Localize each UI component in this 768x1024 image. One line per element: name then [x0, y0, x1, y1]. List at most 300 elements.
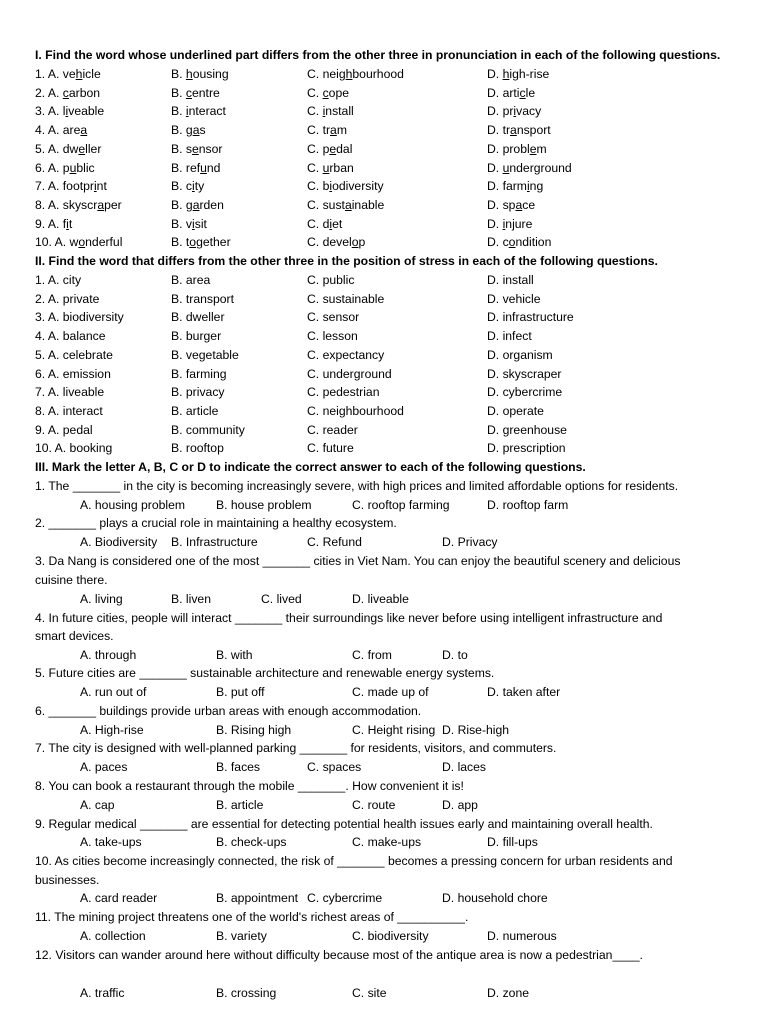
option-word: C. sensor — [307, 310, 360, 325]
word-part: B. — [171, 67, 186, 81]
section2-question-row — [0, 271, 768, 289]
section1-question-row — [0, 215, 768, 233]
option-word: D. vehicle — [487, 291, 541, 306]
word-part: rden — [199, 197, 224, 212]
word-part: m — [336, 123, 347, 138]
word-part: p — [358, 235, 366, 250]
answer-option: B. appointment — [216, 891, 298, 905]
question-q10-continued — [0, 871, 768, 889]
word-part: ty — [194, 179, 205, 194]
option-word — [171, 65, 229, 83]
answer-option: A. High-rise — [80, 723, 144, 737]
question-text: 4. In future cities, people will interact _______ their surroundings like never before using intelligent infrastructure and — [35, 611, 663, 625]
question-text: 11. The mining project threatens one of the world's richest areas of __________. — [35, 910, 469, 924]
option-word: 8. A. interact — [35, 403, 103, 418]
word-part: ng — [529, 179, 544, 194]
underlined-part: o — [78, 235, 86, 250]
option-word: 9. A. pedal — [35, 422, 93, 437]
word-part: B. t — [171, 235, 190, 250]
word-part: le — [525, 85, 536, 100]
option-word: B. area — [171, 273, 211, 287]
underlined-part: u — [200, 160, 207, 175]
answer-option: D. Rise-high — [442, 723, 510, 737]
word-part: C. tr — [307, 123, 331, 138]
option-word: C. expectancy — [307, 347, 385, 362]
option-word: 4. A. balance — [35, 329, 106, 344]
underlined-part: c — [185, 85, 192, 100]
section1-question-row — [0, 140, 768, 158]
option-word: D. organism — [487, 347, 553, 362]
question-q4 — [0, 609, 768, 627]
option-word — [487, 233, 551, 251]
answer-option: A. Biodiversity — [80, 535, 158, 549]
word-part: 9. A. f — [35, 216, 67, 231]
question-text: 5. Future cities are _______ sustainable architecture and renewable energy systems. — [35, 666, 495, 680]
answer-option: A. paces — [80, 760, 128, 774]
question-q5-options — [0, 683, 768, 701]
answer-option: C. spaces — [307, 760, 362, 774]
answer-option: A. living — [80, 592, 123, 606]
option-word — [35, 102, 104, 120]
answer-option: D. numerous — [487, 929, 557, 943]
underlined-part: i — [192, 216, 195, 231]
option-word — [171, 159, 220, 177]
word-part: 7. A. footpr — [35, 179, 94, 194]
word-part: B. s — [171, 141, 192, 156]
question-text: 7. The city is designed with well-planned parking _______ for residents, visitors, and commuters. — [35, 741, 557, 755]
question-q5 — [0, 664, 768, 682]
underlined-part: i — [502, 216, 506, 231]
underlined-part: c — [322, 85, 329, 100]
option-word: B. rooftop — [171, 441, 224, 456]
word-part: 5. A. dw — [35, 141, 79, 156]
option-word — [35, 215, 72, 233]
question-q11-options — [0, 927, 768, 945]
option-word — [487, 84, 535, 102]
option-word — [307, 65, 404, 83]
option-word: D. cybercrime — [487, 385, 563, 400]
word-part: vacy — [516, 104, 542, 119]
option-word — [487, 159, 572, 177]
option-word: 3. A. biodiversity — [35, 310, 124, 325]
word-part: D. sp — [487, 197, 516, 212]
word-part: D. pr — [487, 104, 514, 119]
answer-option: B. put off — [216, 685, 265, 699]
word-part: m — [536, 141, 547, 156]
underlined-part: o — [351, 235, 359, 250]
word-part: C. — [307, 85, 323, 100]
underlined-part: h — [345, 67, 353, 81]
section2-question-row — [0, 439, 768, 457]
answer-option: A. housing problem — [80, 498, 186, 512]
question-text: 12. Visitors can wander around here without difficulty because most of the antique area is now a pedestrian____. — [35, 948, 643, 962]
word-part: C. devel — [307, 235, 352, 250]
word-part: ller — [85, 141, 102, 156]
underlined-part: i — [322, 104, 326, 119]
question-q10 — [0, 852, 768, 870]
word-part: ndition — [515, 235, 552, 250]
option-word — [35, 196, 122, 214]
word-part: arbon — [68, 85, 101, 100]
option-word: B. transport — [171, 291, 234, 306]
word-part: D. farm — [487, 179, 527, 194]
option-word — [307, 121, 347, 139]
answer-option: D. household chore — [442, 891, 548, 905]
option-word: B. article — [171, 403, 219, 418]
word-part: D. — [487, 216, 503, 231]
section2-question-row — [0, 365, 768, 383]
option-word — [307, 177, 384, 195]
word-part: D. tr — [487, 123, 511, 138]
word-part: nderground — [509, 160, 572, 175]
option-word — [487, 177, 543, 195]
option-word — [171, 140, 223, 158]
option-word — [35, 233, 122, 251]
underlined-part: a — [515, 197, 523, 212]
question-q4-options — [0, 646, 768, 664]
answer-option: C. rooftop farming — [352, 498, 450, 512]
word-part: 6. A. p — [35, 160, 70, 175]
section1-question-row — [0, 84, 768, 102]
option-word — [307, 140, 352, 158]
option-word — [35, 65, 101, 83]
question-q3-options — [0, 590, 768, 608]
question-q11 — [0, 908, 768, 926]
question-q6 — [0, 702, 768, 720]
option-word: D. infect — [487, 329, 532, 344]
question-q4-continued — [0, 627, 768, 645]
underlined-part: i — [526, 179, 530, 194]
underlined-part: a — [192, 123, 200, 138]
question-q1 — [0, 477, 768, 495]
question-q8 — [0, 777, 768, 795]
answer-option: A. collection — [80, 929, 146, 943]
section3-heading — [0, 458, 768, 476]
word-part: B. g — [171, 197, 193, 212]
underlined-part: u — [322, 160, 330, 175]
section2-question-row — [0, 346, 768, 364]
option-word — [307, 215, 342, 233]
option-word: B. farming — [171, 366, 227, 381]
answer-option: D. zone — [487, 986, 530, 1000]
option-word: D. operate — [487, 403, 544, 418]
underlined-part: e — [529, 141, 537, 156]
option-word — [171, 84, 220, 102]
word-part: nteract — [188, 104, 226, 119]
answer-option: D. rooftop farm — [487, 498, 569, 512]
answer-option: B. article — [216, 798, 264, 812]
underlined-part: h — [75, 67, 83, 81]
word-part: B. — [171, 85, 186, 100]
answer-option: D. to — [442, 648, 468, 662]
underlined-part: i — [93, 179, 97, 194]
question-text: 3. Da Nang is considered one of the most _______ cities in Viet Nam. You can enjoy the beautiful scenery and delicious — [35, 554, 681, 568]
option-word: D. skyscraper — [487, 366, 562, 381]
word-part: rban — [329, 160, 354, 175]
word-part: blic — [76, 160, 95, 175]
answer-option: C. from — [352, 648, 392, 662]
word-part: inable — [351, 197, 385, 212]
option-word: C. underground — [307, 366, 392, 381]
answer-option: B. variety — [216, 929, 267, 943]
option-word — [171, 196, 224, 214]
word-part: nstall — [325, 104, 354, 119]
option-word — [171, 215, 207, 233]
section1-question-row — [0, 102, 768, 120]
answer-option: B. Rising high — [216, 723, 292, 737]
section-heading: II. Find the word that differs from the other three in the position of stress in each of the following questions. — [35, 254, 658, 268]
option-word — [307, 196, 384, 214]
word-part: 10. A. w — [35, 235, 79, 250]
option-word: B. privacy — [171, 385, 225, 400]
underlined-part: i — [65, 104, 69, 119]
section2-question-row — [0, 383, 768, 401]
section2-question-row — [0, 402, 768, 420]
section1-question-row — [0, 65, 768, 83]
word-part: veable — [68, 104, 105, 119]
word-part: B. v — [171, 216, 192, 231]
word-part: C. — [307, 104, 323, 119]
word-part: C. sust — [307, 197, 345, 212]
section1-question-row — [0, 196, 768, 214]
word-part: nsport — [516, 123, 551, 138]
answer-option: D. liveable — [352, 592, 409, 606]
word-part: sit — [194, 216, 207, 231]
word-part: nderful — [85, 235, 123, 250]
section1-question-row — [0, 121, 768, 139]
section2-question-row — [0, 308, 768, 326]
answer-option: C. made up of — [352, 685, 429, 699]
option-word — [487, 215, 532, 233]
underlined-part: e — [192, 141, 199, 156]
answer-option: B. with — [216, 648, 253, 662]
section1-question-row — [0, 159, 768, 177]
underlined-part: i — [329, 179, 333, 194]
option-word — [487, 196, 535, 214]
word-part: C. d — [307, 216, 330, 231]
question-q1-options — [0, 496, 768, 514]
answer-option: C. Refund — [307, 535, 362, 549]
answer-option: B. liven — [171, 592, 211, 606]
word-part: 1. A. ve — [35, 67, 76, 81]
word-part: B. ref — [171, 160, 201, 175]
word-part: ousing — [192, 67, 229, 81]
word-part: icle — [82, 67, 101, 81]
word-part: B. c — [171, 179, 192, 194]
underlined-part: a — [97, 197, 105, 212]
answer-option: C. cybercrime — [307, 891, 383, 905]
option-word — [171, 233, 231, 251]
answer-option: C. biodiversity — [352, 929, 429, 943]
question-q7-options — [0, 758, 768, 776]
word-part: D. c — [487, 235, 509, 250]
answer-option: B. faces — [216, 760, 261, 774]
section1-question-row — [0, 233, 768, 251]
word-part: nsor — [198, 141, 223, 156]
answer-option: A. card reader — [80, 891, 158, 905]
option-word: D. prescription — [487, 441, 566, 456]
word-part: gether — [196, 235, 231, 250]
question-text: 1. The _______ in the city is becoming increasingly severe, with high prices and limited affordable options for residents. — [35, 479, 679, 493]
underlined-part: i — [192, 179, 195, 194]
underlined-part: a — [510, 123, 517, 138]
option-word — [35, 177, 107, 195]
word-part: nt — [96, 179, 107, 194]
option-word — [171, 102, 226, 120]
option-word — [307, 84, 349, 102]
question-text: 9. Regular medical _______ are essential for detecting potential health issues early and maintaining overall health. — [35, 817, 653, 831]
answer-option: C. Height rising — [352, 723, 436, 737]
word-part: odiversity — [332, 179, 384, 194]
question-text: 8. You can book a restaurant through the mobile _______. How convenient it is! — [35, 779, 464, 793]
underlined-part: o — [508, 235, 516, 250]
question-q3-continued — [0, 571, 768, 589]
word-part: 3. A. l — [35, 104, 66, 119]
option-word — [487, 65, 549, 83]
option-word: C. reader — [307, 422, 358, 437]
answer-option: D. laces — [442, 760, 487, 774]
word-part: D. probl — [487, 141, 530, 156]
answer-option: B. crossing — [216, 986, 277, 1000]
option-word: C. future — [307, 441, 354, 456]
question-q2 — [0, 514, 768, 532]
answer-option: D. fill-ups — [487, 835, 538, 849]
option-word: C. public — [307, 273, 355, 287]
word-part: ce — [522, 197, 536, 212]
answer-option: D. Privacy — [442, 535, 498, 549]
word-part: 4. A. are — [35, 123, 81, 138]
question-text: cuisine there. — [35, 573, 108, 587]
question-q10-options — [0, 889, 768, 907]
word-part: per — [104, 197, 122, 212]
question-q6-options — [0, 721, 768, 739]
word-part: C. p — [307, 141, 330, 156]
word-part: igh-rise — [509, 67, 550, 81]
question-q12-options — [0, 984, 768, 1002]
option-word: 5. A. celebrate — [35, 347, 113, 362]
question-q8-options — [0, 796, 768, 814]
answer-option: B. check-ups — [216, 835, 287, 849]
word-part: et — [332, 216, 343, 231]
option-word: C. lesson — [307, 329, 358, 344]
word-part: D. — [487, 67, 503, 81]
option-word — [487, 121, 551, 139]
option-word — [487, 102, 541, 120]
answer-option: B. Infrastructure — [171, 535, 258, 549]
word-part: D. arti — [487, 85, 520, 100]
word-part: nd — [206, 160, 221, 175]
option-word: B. vegetable — [171, 347, 239, 362]
word-part: s — [199, 123, 206, 138]
underlined-part: h — [185, 67, 193, 81]
word-part: C. — [307, 160, 323, 175]
word-part: njure — [505, 216, 533, 231]
word-part: entre — [192, 85, 220, 100]
answer-option: B. house problem — [216, 498, 312, 512]
option-word: 1. A. city — [35, 273, 82, 287]
option-word: B. community — [171, 422, 245, 437]
underlined-part: a — [344, 197, 352, 212]
question-q9-options — [0, 833, 768, 851]
answer-option: A. take-ups — [80, 835, 142, 849]
word-part: 8. A. skyscr — [35, 197, 98, 212]
section-heading: I. Find the word whose underlined part differs from the other three in pronunciation in each of the following questions. — [35, 48, 721, 62]
option-word — [35, 84, 100, 102]
underlined-part: h — [502, 67, 510, 81]
word-part: C. neig — [307, 67, 346, 81]
word-part: D. — [487, 160, 503, 175]
section1-heading — [0, 46, 768, 64]
question-q2-options — [0, 533, 768, 551]
question-text: businesses. — [35, 873, 100, 887]
answer-option: A. traffic — [80, 986, 125, 1000]
option-word: B. burger — [171, 329, 222, 344]
underlined-part: e — [329, 141, 337, 156]
underlined-part: c — [62, 85, 69, 100]
section2-question-row — [0, 421, 768, 439]
option-word — [307, 102, 354, 120]
option-word: C. neighbourhood — [307, 403, 404, 418]
answer-option: D. taken after — [487, 685, 561, 699]
underlined-part: i — [329, 216, 333, 231]
section1-question-row — [0, 177, 768, 195]
option-word: C. pedestrian — [307, 385, 380, 400]
option-word — [487, 140, 547, 158]
option-word — [35, 121, 87, 139]
word-part: C. b — [307, 179, 330, 194]
option-word: 2. A. private — [35, 291, 100, 306]
option-word: D. install — [487, 273, 534, 287]
option-word — [35, 159, 95, 177]
word-part: t — [68, 216, 73, 231]
answer-option: A. cap — [80, 798, 115, 812]
question-q7 — [0, 739, 768, 757]
answer-option: A. run out of — [80, 685, 147, 699]
underlined-part: c — [519, 85, 526, 100]
question-text: 2. _______ plays a crucial role in maintaining a healthy ecosystem. — [35, 516, 397, 530]
question-text: 6. _______ buildings provide urban areas with enough accommodation. — [35, 704, 422, 718]
option-word — [307, 159, 354, 177]
option-word — [35, 140, 101, 158]
option-word — [171, 121, 206, 139]
word-part: ope — [328, 85, 350, 100]
question-q9 — [0, 815, 768, 833]
underlined-part: a — [330, 123, 337, 138]
question-q12 — [0, 946, 768, 964]
word-part: B. — [171, 104, 186, 119]
option-word: D. infrastructure — [487, 310, 574, 325]
section-heading: III. Mark the letter A, B, C or D to indicate the correct answer to each of the following questions. — [35, 460, 586, 474]
underlined-part: e — [78, 141, 86, 156]
option-word: C. sustainable — [307, 291, 385, 306]
answer-option: C. lived — [261, 592, 302, 606]
underlined-part: a — [80, 123, 88, 138]
option-word — [171, 177, 204, 195]
underlined-part: o — [189, 235, 197, 250]
section2-question-row — [0, 327, 768, 345]
word-part: bourhood — [352, 67, 404, 81]
underlined-part: i — [513, 104, 517, 119]
underlined-part: a — [192, 197, 200, 212]
option-word: B. dweller — [171, 310, 225, 325]
answer-option: D. app — [442, 798, 478, 812]
word-part: 2. A. — [35, 85, 63, 100]
underlined-part: u — [69, 160, 77, 175]
option-word: 10. A. booking — [35, 441, 113, 456]
word-part: B. g — [171, 123, 193, 138]
word-part: dal — [336, 141, 353, 156]
question-q3 — [0, 552, 768, 570]
